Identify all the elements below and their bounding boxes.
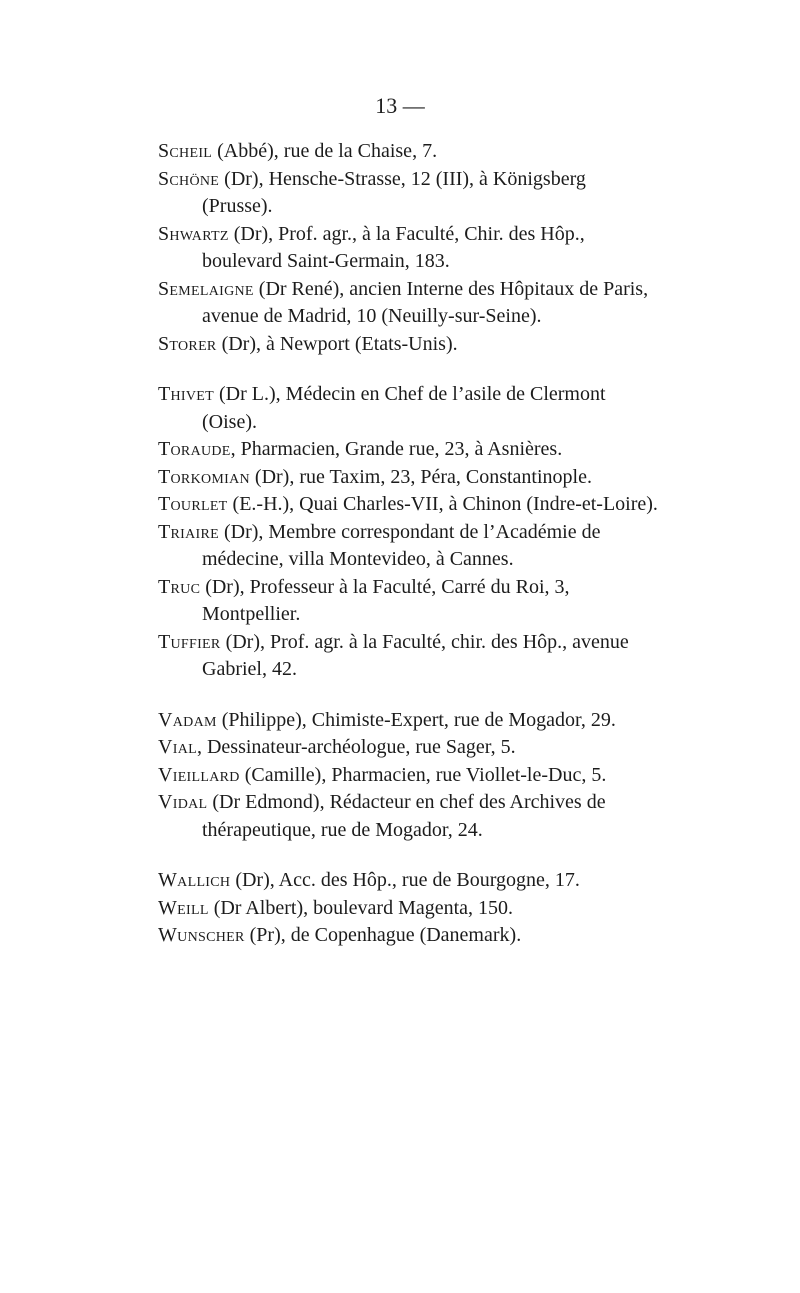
entry-details: (Dr), rue Taxim, 23, Péra, Constantinople. bbox=[249, 465, 592, 488]
entry-details: (Dr René), ancien Interne des Hôpitaux de Paris, avenue de Madrid, 10 (Neuilly-sur-Seine). bbox=[202, 277, 654, 327]
list-item bbox=[158, 789, 658, 844]
list-item bbox=[158, 629, 658, 684]
list-item bbox=[158, 491, 658, 519]
entry-surname: Schöne bbox=[158, 167, 220, 190]
entry-surname: Vial bbox=[158, 736, 197, 758]
list-item bbox=[158, 381, 658, 436]
entry-surname: Wunscher bbox=[158, 924, 245, 946]
list-item bbox=[158, 519, 658, 574]
entry-surname: Semelaigne bbox=[158, 277, 254, 300]
entry-surname: Vadam bbox=[158, 708, 217, 731]
list-item bbox=[158, 221, 658, 276]
entry-details: (Camille), Pharmacien, rue Viollet-le-Duc, 5. bbox=[239, 763, 607, 786]
entry-group-w bbox=[158, 867, 658, 950]
entry-surname: Weill bbox=[158, 896, 209, 919]
entry-details: , Pharmacien, Grande rue, 23, à Asnières. bbox=[230, 438, 563, 460]
entry-surname: Thivet bbox=[158, 383, 215, 405]
entry-surname: Storer bbox=[158, 332, 217, 355]
list-item bbox=[158, 867, 658, 895]
entry-group-t bbox=[158, 381, 658, 684]
list-item bbox=[158, 922, 658, 950]
entry-details: (Dr Albert), boulevard Magenta, 150. bbox=[208, 896, 514, 919]
list-item bbox=[158, 138, 658, 166]
entry-details: (Dr L.), Médecin en Chef de l’asile de Clermont (Oise). bbox=[202, 383, 611, 433]
entry-surname: Toraude bbox=[158, 438, 231, 460]
entry-details: (Philippe), Chimiste-Expert, rue de Mogador, 29. bbox=[216, 708, 616, 731]
entry-surname: Tourlet bbox=[158, 493, 228, 515]
entry-details: , Dessinateur-archéologue, rue Sager, 5. bbox=[196, 736, 516, 758]
entry-details: (Dr), Membre correspondant de l’Académie de médecine, villa Montevideo, à Cannes. bbox=[202, 520, 606, 570]
entry-details: (Dr), Prof. agr. à la Faculté, chir. des Hôp., avenue Gabriel, 42. bbox=[202, 630, 634, 680]
entry-surname: Truc bbox=[158, 575, 201, 598]
entry-list bbox=[158, 138, 658, 973]
entry-details: (E.-H.), Quai Charles-VII, à Chinon (Indre-et-Loire). bbox=[227, 493, 658, 515]
entry-group-s bbox=[158, 138, 658, 358]
page-number: 13 — bbox=[375, 93, 425, 118]
entry-details: (Dr), Prof. agr., à la Faculté, Chir. des Hôp., boulevard Saint-Germain, 183. bbox=[202, 222, 590, 272]
entry-surname: Tuffier bbox=[158, 630, 221, 653]
entry-details: (Dr), Acc. des Hôp., rue de Bourgogne, 17. bbox=[230, 869, 580, 891]
entry-surname: Wallich bbox=[158, 869, 231, 891]
entry-surname: Shwartz bbox=[158, 222, 229, 245]
entry-surname: Vieillard bbox=[158, 763, 240, 786]
entry-details: (Dr Edmond), Rédacteur en chef des Archives de thérapeutique, rue de Mogador, 24. bbox=[202, 791, 611, 841]
list-item bbox=[158, 574, 658, 629]
entry-surname: Scheil bbox=[158, 140, 213, 162]
list-item bbox=[158, 166, 658, 221]
list-item bbox=[158, 276, 658, 331]
list-item bbox=[158, 762, 658, 790]
entry-details: (Dr), Professeur à la Faculté, Carré du Roi, 3, Montpellier. bbox=[200, 575, 575, 625]
entry-details: (Dr), à Newport (Etats-Unis). bbox=[216, 332, 458, 355]
list-item bbox=[158, 464, 658, 492]
entry-details: (Pr), de Copenhague (Danemark). bbox=[244, 924, 522, 946]
entry-details: (Abbé), rue de la Chaise, 7. bbox=[212, 140, 438, 162]
list-item bbox=[158, 331, 658, 359]
entry-surname: Vidal bbox=[158, 791, 208, 813]
entry-details: (Dr), Hensche-Strasse, 12 (III), à Königsberg (Prusse). bbox=[202, 167, 591, 217]
list-item bbox=[158, 436, 658, 464]
list-item bbox=[158, 734, 658, 762]
entry-surname: Triaire bbox=[158, 520, 219, 543]
list-item bbox=[158, 895, 658, 923]
list-item bbox=[158, 707, 658, 735]
entry-group-v bbox=[158, 707, 658, 845]
entry-surname: Torkomian bbox=[158, 465, 250, 488]
